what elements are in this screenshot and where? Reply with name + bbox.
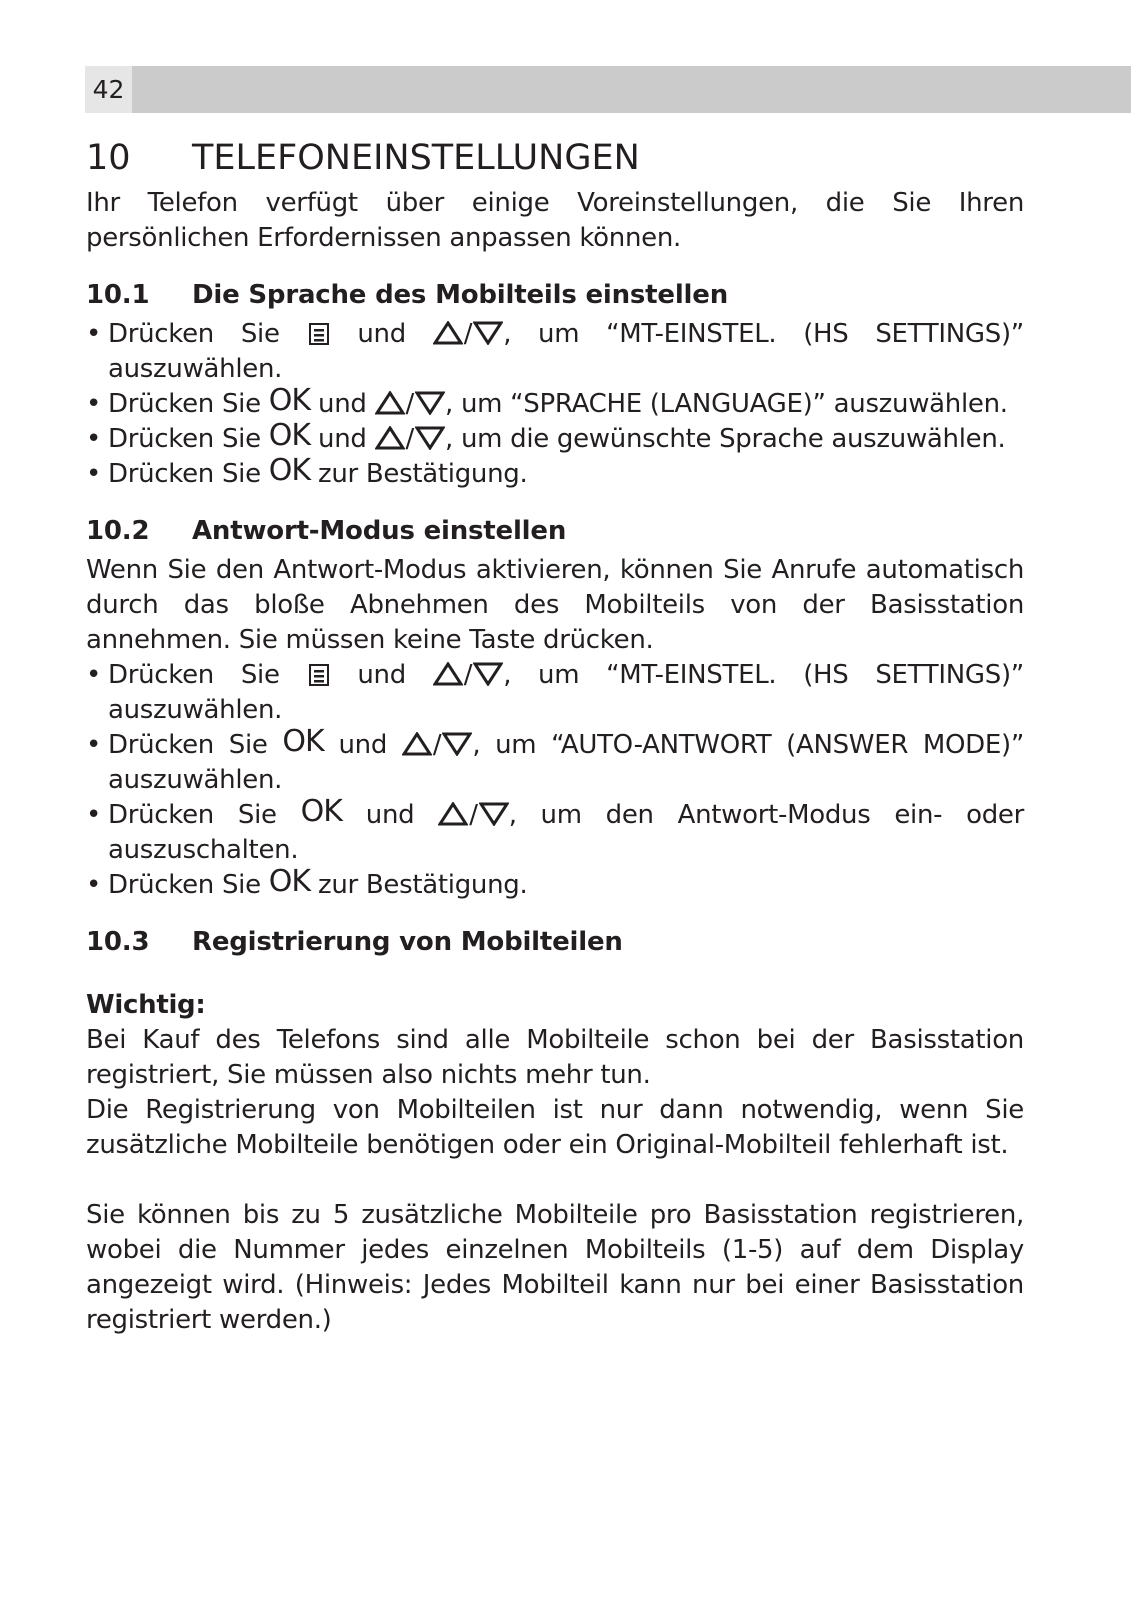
section-heading-10-3 [86, 925, 1024, 960]
section-title: Registrierung von Mobilteilen [192, 927, 623, 957]
section-heading-10-2 [86, 514, 1024, 549]
down-arrow-key-icon [415, 426, 445, 450]
section-title: Die Sprache des Mobilteils einstellen [192, 280, 729, 310]
page-content [86, 132, 1024, 1338]
ok-key-icon: OK [268, 453, 311, 488]
chapter-heading [86, 136, 1024, 180]
menu-key-icon [309, 323, 329, 345]
section-title: Antwort-Modus einstellen [192, 516, 567, 546]
ok-key-icon: OK [268, 864, 311, 899]
up-arrow-key-icon [438, 802, 468, 826]
list-item: • Drücken Sie OK und / , um den Antwort-Modus ein- oder auszuschalten. [86, 798, 1024, 868]
paragraph: Sie können bis zu 5 zusätzliche Mobilteile pro Basisstation registrieren, wobei die Nummer jedes einzelnen Mobilteils (1-5) auf dem Display angezeigt wird. (Hinweis: Jedes Mobilteil kann nur bei einer Basisstation registriert werden.) [86, 1200, 1024, 1335]
ok-key-icon: OK [268, 418, 311, 453]
list-item: • Drücken Sie OK und / , um die gewünschte Sprache auszuwählen. [86, 422, 1024, 457]
down-arrow-key-icon [415, 391, 445, 415]
ok-key-icon: OK [300, 794, 342, 829]
list-item: • Drücken Sie und / , um “MT-EINSTEL. (HS SETTINGS)” auszuwählen. [86, 317, 1024, 387]
down-arrow-key-icon [442, 732, 472, 756]
up-arrow-key-icon [375, 391, 405, 415]
chapter-number: 10 [86, 138, 131, 178]
intro-paragraph: Ihr Telefon verfügt über einige Voreinstellungen, die Sie Ihren persönlichen Erfordernissen anpassen können. [86, 188, 1024, 253]
ok-key-icon: OK [268, 383, 311, 418]
up-arrow-key-icon [433, 662, 463, 686]
section-heading-10-1 [86, 278, 1024, 313]
section-number: 10.1 [86, 280, 150, 310]
instruction-list [86, 317, 1024, 492]
up-arrow-key-icon [402, 732, 432, 756]
chapter-title: TELEFONEINSTELLUNGEN [192, 138, 640, 178]
paragraph: Die Registrierung von Mobilteilen ist nur dann notwendig, wenn Sie zusätzliche Mobilteile benötigen oder ein Original-Mobilteil fehlerhaft ist. [86, 1095, 1024, 1160]
list-item: • Drücken Sie OK und / , um “AUTO-ANTWORT (ANSWER MODE)” auszuwählen. [86, 728, 1024, 798]
header-bar [85, 66, 1131, 113]
instruction-list [86, 658, 1024, 903]
important-label: Wichtig: [86, 990, 206, 1020]
menu-key-icon [309, 664, 329, 686]
spacer [86, 1163, 1024, 1198]
section-paragraph: Wenn Sie den Antwort-Modus aktivieren, können Sie Anrufe automatisch durch das bloße Abnehmen des Mobilteils von der Basisstation annehmen. Sie müssen keine Taste drücken. [86, 555, 1024, 655]
page-number: 42 [85, 66, 132, 113]
section-number: 10.3 [86, 927, 150, 957]
list-item: • Drücken Sie OK zur Bestätigung. [86, 868, 1024, 903]
down-arrow-key-icon [473, 662, 503, 686]
up-arrow-key-icon [433, 321, 463, 345]
list-item: • Drücken Sie OK zur Bestätigung. [86, 457, 1024, 492]
ok-key-icon: OK [282, 724, 324, 759]
section-number: 10.2 [86, 516, 150, 546]
down-arrow-key-icon [473, 321, 503, 345]
list-item: • Drücken Sie OK und / , um “SPRACHE (LANGUAGE)” auszuwählen. [86, 387, 1024, 422]
down-arrow-key-icon [479, 802, 509, 826]
paragraph: Bei Kauf des Telefons sind alle Mobilteile schon bei der Basisstation registriert, Sie müssen also nichts mehr tun. [86, 1025, 1024, 1090]
list-item: • Drücken Sie und / , um “MT-EINSTEL. (HS SETTINGS)” auszuwählen. [86, 658, 1024, 728]
up-arrow-key-icon [375, 426, 405, 450]
